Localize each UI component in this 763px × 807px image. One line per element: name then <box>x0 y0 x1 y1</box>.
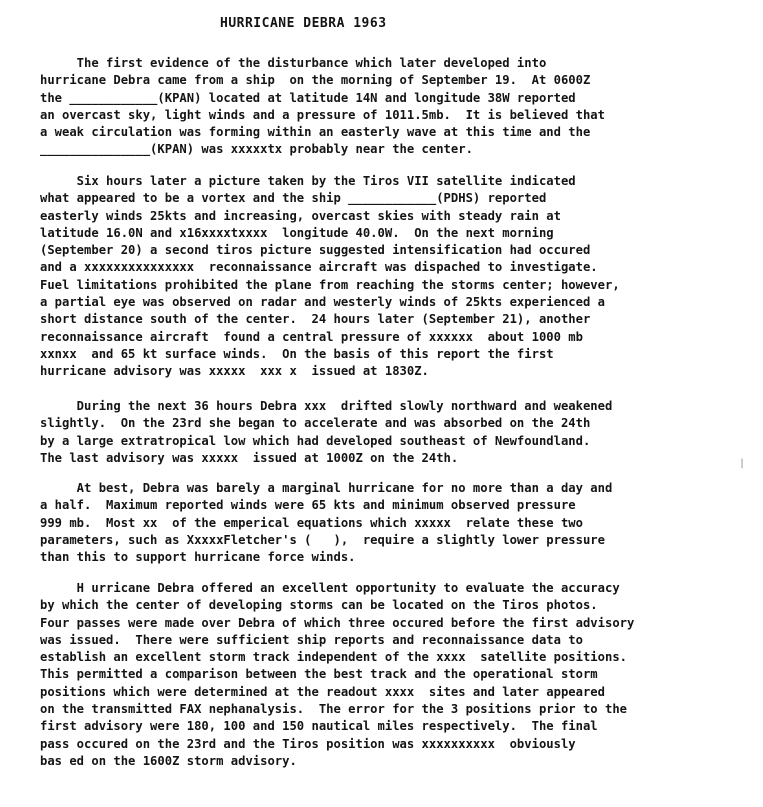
text-line: on the transmitted FAX nephanalysis. The error for the 3 positions prior to the <box>40 702 627 717</box>
text-line: than this to support hurricane force winds. <box>40 550 356 565</box>
text-line: hurricane advisory was xxxxx xxx x issued at 1830Z. <box>40 364 429 379</box>
text-line: slightly. On the 23rd she began to accelerate and was absorbed on the 24th <box>40 416 591 431</box>
text-line: what appeared to be a vortex and the ship ____________(PDHS) reported <box>40 191 547 206</box>
text-line: pass occured on the 23rd and the Tiros position was xxxxxxxxxx obviously <box>40 736 576 751</box>
text-line: the ____________(KPAN) located at latitude 14N and longitude 38W reported <box>40 90 576 105</box>
text-line: (September 20) a second tiros picture suggested intensification had occured <box>40 243 591 258</box>
text-line: an overcast sky, light winds and a pressure of 1011.5mb. It is believed that <box>40 107 605 122</box>
text-line: first advisory were 180, 100 and 150 nautical miles respectively. The final <box>40 719 598 734</box>
text-line: was issued. There were sufficient ship reports and reconnaissance data to <box>40 632 583 647</box>
paragraph-2 <box>40 173 740 381</box>
text-line: xxnxx and 65 kt surface winds. On the basis of this report the first <box>40 346 554 361</box>
document-title: HURRICANE DEBRA 1963 <box>220 16 387 31</box>
text-line: Four passes were made over Debra of which three occured before the first advisory <box>40 615 635 630</box>
text-line: by which the center of developing storms can be located on the Tiros photos. <box>40 598 598 613</box>
text-line: H urricane Debra offered an excellent opportunity to evaluate the accuracy <box>40 581 620 595</box>
paragraph-5 <box>40 580 740 770</box>
text-line: hurricane Debra came from a ship on the morning of September 19. At 0600Z <box>40 73 591 88</box>
text-line: a weak circulation was forming within an easterly wave at this time and the <box>40 125 591 140</box>
text-line: Fuel limitations prohibited the plane from reaching the storms center; however, <box>40 277 620 292</box>
text-line: At best, Debra was barely a marginal hurricane for no more than a day and <box>40 481 613 495</box>
text-line: a half. Maximum reported winds were 65 kts and minimum observed pressure <box>40 498 576 513</box>
text-line: latitude 16.0N and x16xxxxtxxxx longitude 40.0W. On the next morning <box>40 225 554 240</box>
text-line: establish an excellent storm track independent of the xxxx satellite positions. <box>40 650 627 665</box>
paragraph-3 <box>40 398 740 467</box>
text-line: _______________(KPAN) was xxxxxtx probably near the center. <box>40 142 473 157</box>
text-line: easterly winds 25kts and increasing, overcast skies with steady rain at <box>40 208 561 223</box>
text-line: The last advisory was xxxxx issued at 1000Z on the 24th. <box>40 450 459 465</box>
text-line: During the next 36 hours Debra xxx drifted slowly northward and weakened <box>40 399 613 413</box>
text-line: parameters, such as XxxxxFletcher's ( ), require a slightly lower pressure <box>40 532 605 547</box>
text-line: by a large extratropical low which had developed southeast of Newfoundland. <box>40 433 591 448</box>
text-line: Six hours later a picture taken by the Tiros VII satellite indicated <box>40 174 576 188</box>
text-line: 999 mb. Most xx of the emperical equations which xxxxx relate these two <box>40 515 583 530</box>
text-line: and a xxxxxxxxxxxxxxx reconnaissance aircraft was dispached to investigate. <box>40 260 598 275</box>
text-line: The first evidence of the disturbance which later developed into <box>40 56 547 70</box>
text-line: positions which were determined at the readout xxxx sites and later appeared <box>40 684 605 699</box>
margin-mark: | <box>739 458 746 469</box>
text-line: a partial eye was observed on radar and westerly winds of 25kts experienced a <box>40 295 605 310</box>
paragraph-4 <box>40 480 740 566</box>
paragraph-1 <box>40 55 740 159</box>
text-line: This permitted a comparison between the best track and the operational storm <box>40 667 598 682</box>
text-line: bas ed on the 1600Z storm advisory. <box>40 753 297 768</box>
text-line: short distance south of the center. 24 hours later (September 21), another <box>40 312 591 327</box>
text-line: reconnaissance aircraft found a central pressure of xxxxxx about 1000 mb <box>40 329 583 344</box>
